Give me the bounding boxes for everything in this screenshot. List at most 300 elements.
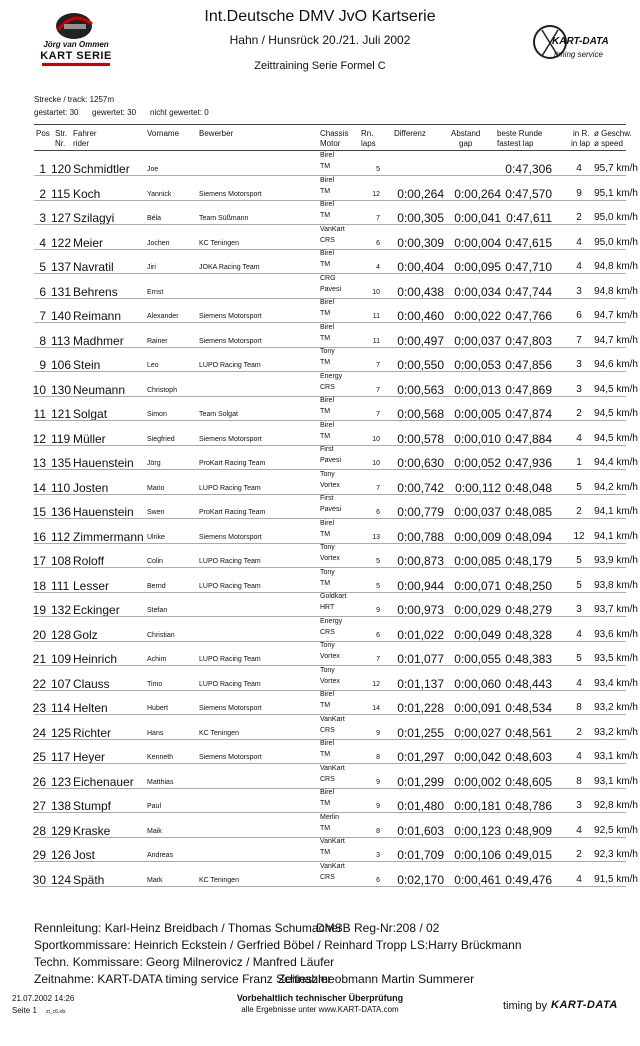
- row-speed: 94,5 km/h: [594, 383, 638, 395]
- row-motor: TM: [320, 800, 331, 807]
- row-entrant: LUPO Racing Team: [199, 558, 261, 565]
- row-laps: 4: [376, 264, 380, 271]
- row-diff: 0:00,563: [397, 382, 444, 397]
- row-motor: Pavesi: [320, 506, 342, 513]
- row-best-lap: 0:48,383: [505, 652, 552, 666]
- row-laps: 6: [376, 631, 380, 639]
- row-speed: 94,7 km/h: [594, 310, 638, 321]
- track-length: Strecke / track: 1257m: [34, 95, 115, 104]
- row-motor: TM: [320, 702, 331, 709]
- race-control: Rennleitung: Karl-Heinz Breidbach / Thomas Schumacher: [34, 921, 342, 935]
- row-speed: 92,3 km/h: [594, 849, 638, 860]
- table-row: [0, 740, 640, 764]
- row-firstname: Christoph: [147, 386, 177, 394]
- row-diff: 0:00,550: [397, 358, 444, 372]
- table-row: [0, 544, 640, 568]
- row-best-lap: 0:47,710: [505, 260, 552, 274]
- col-chassis: Chassis: [320, 129, 349, 138]
- row-driver: Eichenauer: [73, 774, 134, 789]
- stewards: Sportkommissare: Heinrich Eckstein / Gerfried Böbel / Reinhard Tropp LS:Harry Brückmann: [34, 938, 522, 952]
- table-row: [0, 275, 640, 299]
- row-in-lap: 4: [576, 628, 582, 640]
- row-pos: 14: [32, 480, 46, 495]
- row-best-lap: 0:49,476: [505, 872, 552, 887]
- row-chassis: Birel: [320, 519, 335, 527]
- row-diff: 0:00,779: [397, 505, 444, 519]
- row-number: 130: [51, 382, 72, 397]
- row-entrant: Team Süßmann: [199, 215, 249, 222]
- col-gap: Abstand: [451, 129, 481, 138]
- row-chassis: CRG: [320, 274, 336, 282]
- row-entrant: ProKart Racing Team: [199, 509, 266, 516]
- row-driver: Zimmermann: [73, 529, 144, 544]
- row-pos: 16: [32, 529, 46, 544]
- row-driver: Koch: [73, 186, 101, 201]
- row-speed: 93,2 km/h: [594, 726, 638, 738]
- row-pos: 12: [32, 431, 46, 446]
- row-pos: 4: [39, 235, 46, 250]
- row-driver: Stein: [73, 358, 101, 372]
- row-entrant: LUPO Racing Team: [199, 582, 261, 590]
- row-entrant: JOKA Racing Team: [199, 264, 260, 271]
- row-entrant: LUPO Racing Team: [199, 656, 261, 663]
- row-chassis: Energy: [320, 617, 343, 625]
- row-firstname: Jiri: [147, 264, 156, 271]
- row-number: 124: [51, 872, 72, 887]
- row-diff: 0:00,568: [397, 407, 444, 421]
- row-best-lap: 0:47,615: [505, 235, 552, 250]
- table-row: [0, 250, 640, 274]
- row-pos: 21: [32, 652, 46, 666]
- row-number: 126: [51, 848, 72, 862]
- row-driver: Lesser: [73, 578, 110, 593]
- row-pos: 2: [39, 186, 46, 201]
- row-number: 117: [51, 750, 71, 764]
- row-number: 108: [51, 554, 72, 568]
- timing-provider: Zeitnahme: KART-DATA timing service Franz Schieszler: [34, 972, 332, 986]
- row-best-lap: 0:47,874: [505, 407, 552, 421]
- row-firstname: Kenneth: [147, 754, 174, 761]
- row-best-lap: 0:48,250: [505, 578, 552, 593]
- row-speed: 94,2 km/h: [594, 481, 638, 493]
- row-driver: Golz: [73, 627, 98, 642]
- row-laps: 6: [376, 509, 380, 516]
- table-row: [0, 397, 640, 421]
- row-speed: 94,7 km/h: [594, 334, 638, 346]
- timing-brand: KART-DATA: [551, 999, 618, 1011]
- row-in-lap: 4: [576, 261, 582, 272]
- row-motor: TM: [320, 849, 331, 856]
- row-diff: 0:00,305: [397, 211, 444, 225]
- row-speed: 94,5 km/h: [594, 408, 638, 419]
- row-gap: 0:00,095: [454, 260, 501, 274]
- table-row: [0, 373, 640, 397]
- row-in-lap: 4: [576, 751, 582, 762]
- row-motor: Vortex: [320, 653, 340, 660]
- row-best-lap: 0:47,869: [505, 382, 552, 397]
- row-entrant: ProKart Racing Team: [199, 460, 266, 467]
- row-firstname: Matthias: [147, 778, 174, 786]
- row-in-lap: 6: [576, 310, 582, 321]
- row-gap: 0:00,010: [454, 431, 501, 446]
- row-firstname: Hans: [147, 729, 164, 737]
- disclaimer: Vorbehaltlich technischer Überprüfung: [236, 993, 404, 1003]
- row-firstname: Achim: [147, 656, 167, 663]
- table-row: [0, 299, 640, 323]
- row-gap: 0:00,022: [454, 309, 501, 323]
- row-diff: 0:00,497: [397, 333, 444, 348]
- row-in-lap: 4: [576, 163, 582, 174]
- row-driver: Schmidtler: [73, 162, 130, 176]
- row-number: 111: [51, 578, 70, 593]
- row-best-lap: 0:48,603: [505, 750, 552, 764]
- row-pos: 1: [39, 162, 46, 176]
- row-diff: 0:01,709: [397, 848, 444, 862]
- timing-service-logo-text: timing service: [554, 50, 603, 59]
- row-best-lap: 0:48,561: [505, 725, 552, 740]
- row-pos: 6: [39, 284, 46, 299]
- row-motor: TM: [320, 334, 331, 342]
- row-motor: CRS: [320, 726, 335, 734]
- row-laps: 3: [376, 852, 380, 859]
- row-motor: TM: [320, 751, 331, 758]
- row-speed: 93,6 km/h: [594, 628, 638, 640]
- row-driver: Solgat: [73, 407, 108, 421]
- row-best-lap: 0:47,611: [506, 211, 552, 225]
- row-in-lap: 4: [576, 432, 582, 444]
- col-laps: Rn.: [361, 129, 374, 138]
- row-chassis: Birel: [320, 397, 335, 404]
- row-gap: 0:00,049: [454, 627, 501, 642]
- row-chassis: Tony: [320, 544, 335, 551]
- row-firstname: Jochen: [147, 239, 170, 247]
- row-gap: 0:00,091: [454, 701, 501, 715]
- row-best-lap: 0:48,048: [505, 480, 552, 495]
- row-entrant: Team Solgat: [199, 411, 238, 418]
- row-laps: 12: [372, 190, 380, 198]
- row-pos: 25: [32, 750, 46, 764]
- row-best-lap: 0:47,884: [505, 431, 552, 446]
- row-number: 113: [51, 333, 71, 348]
- col-diff: Differenz: [394, 129, 426, 138]
- row-in-lap: 4: [576, 824, 582, 836]
- row-speed: 93,8 km/h: [594, 579, 638, 591]
- row-gap: 0:00,123: [454, 823, 501, 838]
- row-motor: CRS: [320, 383, 335, 391]
- row-laps: 12: [372, 680, 380, 688]
- row-diff: 0:00,944: [397, 578, 444, 593]
- table-row: [0, 471, 640, 495]
- timing-by-label: timing by: [503, 1000, 548, 1012]
- row-speed: 95,1 km/h: [594, 187, 638, 199]
- row-diff: 0:01,299: [397, 774, 444, 789]
- row-pos: 15: [32, 505, 46, 519]
- row-gap: 0:00,037: [454, 505, 501, 519]
- table-row: [0, 593, 640, 617]
- row-pos: 19: [32, 603, 46, 617]
- row-pos: 23: [32, 701, 46, 715]
- row-driver: Behrens: [73, 284, 118, 299]
- row-pos: 7: [39, 309, 46, 323]
- row-driver: Kraske: [73, 823, 111, 838]
- table-row: [0, 520, 640, 544]
- row-driver: Meier: [73, 235, 104, 250]
- row-firstname: Simon: [147, 411, 167, 418]
- table-header: [0, 128, 640, 150]
- col-speed: ø Geschw.: [594, 129, 632, 138]
- row-in-lap: 12: [573, 530, 585, 542]
- row-gap: 0:00,052: [454, 456, 501, 470]
- row-firstname: Leo: [147, 362, 159, 369]
- row-firstname: Maik: [147, 827, 162, 835]
- row-speed: 94,4 km/h: [594, 457, 638, 468]
- table-row: [0, 324, 640, 348]
- row-laps: 7: [376, 656, 380, 663]
- row-motor: TM: [320, 187, 331, 195]
- row-motor: Vortex: [320, 481, 340, 489]
- row-speed: 94,8 km/h: [594, 261, 638, 272]
- row-in-lap: 3: [576, 285, 582, 297]
- row-chassis: Tony: [320, 642, 335, 649]
- row-entrant: KC Teningen: [199, 876, 239, 884]
- col-best: beste Runde: [497, 129, 543, 138]
- row-gap: 0:00,013: [454, 382, 501, 397]
- row-speed: 93,5 km/h: [594, 653, 638, 664]
- row-diff: 0:00,873: [397, 554, 444, 568]
- row-chassis: Tony: [320, 666, 335, 674]
- row-gap: 0:00,071: [454, 578, 501, 593]
- row-gap: 0:00,055: [454, 652, 501, 666]
- row-laps: 8: [376, 754, 380, 761]
- row-laps: 13: [372, 533, 380, 541]
- row-motor: TM: [320, 163, 331, 170]
- row-best-lap: 0:48,085: [505, 505, 552, 519]
- row-in-lap: 3: [576, 604, 582, 615]
- row-laps: 7: [376, 215, 380, 222]
- row-pos: 29: [32, 848, 46, 862]
- row-entrant: LUPO Racing Team: [199, 484, 261, 492]
- row-in-lap: 5: [576, 481, 582, 493]
- kart-data-logo: [532, 22, 622, 72]
- row-number: 140: [51, 309, 72, 323]
- row-laps: 6: [376, 876, 380, 884]
- row-number: 138: [51, 799, 72, 813]
- row-laps: 10: [372, 288, 380, 296]
- row-entrant: Siemens Motorsport: [199, 705, 262, 712]
- row-motor: CRS: [320, 775, 335, 783]
- row-speed: 93,1 km/h: [594, 751, 638, 762]
- row-chassis: VanKart: [320, 838, 345, 845]
- row-entrant: Siemens Motorsport: [199, 337, 262, 345]
- row-firstname: Rainer: [147, 337, 168, 345]
- row-entrant: Siemens Motorsport: [199, 754, 262, 761]
- row-diff: 0:00,578: [397, 431, 444, 446]
- row-laps: 7: [376, 386, 380, 394]
- row-in-lap: 5: [576, 555, 582, 566]
- row-laps: 7: [376, 484, 380, 492]
- row-entrant: Siemens Motorsport: [199, 313, 262, 320]
- row-driver: Eckinger: [73, 603, 120, 617]
- row-laps: 5: [376, 558, 380, 565]
- row-laps: 11: [372, 337, 380, 345]
- row-speed: 95,0 km/h: [594, 212, 638, 223]
- row-gap: 0:00,053: [454, 358, 501, 372]
- table-row: [0, 618, 640, 642]
- row-driver: Madhmer: [73, 333, 124, 348]
- row-number: 136: [51, 505, 72, 519]
- table-header-rule: [34, 150, 626, 151]
- row-chassis: Birel: [320, 201, 335, 208]
- row-driver: Hauenstein: [73, 505, 134, 519]
- row-firstname: Andreas: [147, 852, 174, 859]
- row-driver: Jost: [73, 848, 96, 862]
- row-speed: 93,9 km/h: [594, 555, 638, 566]
- row-pos: 13: [32, 456, 46, 470]
- row-motor: Pavesi: [320, 457, 342, 464]
- row-chassis: Birel: [320, 152, 335, 159]
- row-gap: 0:00,009: [454, 529, 501, 544]
- row-best-lap: 0:48,534: [505, 701, 552, 715]
- row-motor: TM: [320, 408, 331, 415]
- row-speed: 93,1 km/h: [594, 775, 638, 787]
- row-motor: TM: [320, 261, 331, 268]
- row-pos: 5: [39, 260, 46, 274]
- table-row: [0, 152, 640, 176]
- row-laps: 11: [372, 313, 380, 320]
- row-number: 123: [51, 774, 72, 789]
- row-motor: CRS: [320, 628, 335, 636]
- row-best-lap: 0:47,803: [505, 333, 552, 348]
- kart-data-logo-text: KART-DATA: [552, 36, 609, 47]
- row-number: 137: [51, 260, 72, 274]
- row-laps: 5: [376, 166, 380, 173]
- row-firstname: Colin: [147, 558, 163, 565]
- dmsb-reg: DMSB Reg-Nr:208 / 02: [316, 921, 440, 935]
- row-chassis: First: [320, 446, 334, 453]
- row-pos: 22: [32, 676, 46, 691]
- table-row: [0, 716, 640, 740]
- row-laps: 6: [376, 239, 380, 247]
- row-gap: 0:00,041: [454, 211, 501, 225]
- row-gap: 0:00,181: [454, 799, 501, 813]
- row-diff: 0:02,170: [397, 872, 444, 887]
- row-number: 106: [51, 358, 72, 372]
- row-best-lap: 0:47,936: [505, 456, 552, 470]
- row-speed: 93,7 km/h: [594, 604, 638, 615]
- row-motor: Vortex: [320, 677, 340, 685]
- row-driver: Roloff: [73, 554, 105, 568]
- row-chassis: Birel: [320, 421, 335, 429]
- row-speed: 92,8 km/h: [594, 800, 638, 811]
- row-laps: 10: [372, 460, 380, 467]
- col-driver-en: rider: [73, 139, 90, 148]
- row-pos: 8: [39, 333, 46, 348]
- row-laps: 9: [376, 607, 380, 614]
- row-in-lap: 2: [576, 506, 582, 517]
- row-number: 107: [51, 676, 72, 691]
- row-number: 125: [51, 725, 72, 740]
- row-number: 131: [51, 284, 72, 299]
- row-entrant: Siemens Motorsport: [199, 533, 262, 541]
- row-in-lap: 3: [576, 800, 582, 811]
- page-number: Seite 1: [12, 1006, 37, 1015]
- row-laps: 10: [372, 435, 380, 443]
- row-chassis: VanKart: [320, 764, 345, 772]
- row-firstname: Timo: [147, 680, 163, 688]
- chief-timer: Zeitnahmeobmann Martin Summerer: [278, 972, 475, 986]
- table-row: [0, 765, 640, 789]
- row-driver: Josten: [73, 480, 109, 495]
- row-number: 114: [51, 701, 71, 715]
- row-best-lap: 0:47,570: [505, 186, 552, 201]
- row-chassis: Birel: [320, 323, 335, 331]
- table-row: [0, 642, 640, 666]
- row-motor: TM: [320, 530, 331, 538]
- row-diff: 0:00,404: [397, 260, 444, 274]
- row-speed: 93,4 km/h: [594, 677, 638, 689]
- table-row: [0, 838, 640, 862]
- row-in-lap: 7: [576, 334, 582, 346]
- row-chassis: VanKart: [320, 715, 345, 723]
- row-motor: HRT: [320, 604, 335, 611]
- row-diff: 0:01,603: [397, 823, 444, 838]
- row-chassis: Goldkart: [320, 593, 347, 600]
- results-url: alle Ergebnisse unter www.KART-DATA.com: [241, 1005, 399, 1014]
- table-row: [0, 422, 640, 446]
- row-best-lap: 0:48,786: [505, 799, 552, 813]
- row-firstname: Swen: [147, 509, 165, 516]
- row-firstname: Siegfried: [147, 435, 175, 443]
- col-inlap: in R.: [573, 129, 590, 138]
- table-row: [0, 348, 640, 372]
- row-best-lap: 0:47,744: [505, 284, 552, 299]
- row-diff: 0:00,973: [397, 603, 444, 617]
- row-driver: Navratil: [73, 260, 114, 274]
- row-gap: 0:00,264: [454, 186, 501, 201]
- row-diff: 0:01,480: [397, 799, 444, 813]
- row-driver: Richter: [73, 725, 112, 740]
- table-row: [0, 691, 640, 715]
- row-pos: 9: [39, 358, 46, 372]
- row-laps: 8: [376, 827, 380, 835]
- started-count: gestartet: 30: [34, 108, 79, 117]
- row-diff: 0:00,630: [397, 456, 444, 470]
- row-diff: 0:01,228: [397, 701, 444, 715]
- row-gap: 0:00,002: [454, 774, 501, 789]
- row-driver: Clauss: [73, 676, 110, 691]
- row-driver: Stumpf: [73, 799, 112, 813]
- logo-kart-serie-text: KART SERIE: [40, 50, 112, 62]
- col-gap-en: gap: [459, 139, 473, 148]
- row-firstname: Béla: [147, 215, 162, 222]
- row-speed: 93,2 km/h: [594, 702, 638, 713]
- print-date: 21.07.2002 14:26: [12, 994, 75, 1003]
- col-best-en: fastest lap: [497, 139, 534, 148]
- row-motor: Pavesi: [320, 285, 342, 293]
- table-row: [0, 814, 640, 838]
- row-motor: TM: [320, 212, 331, 219]
- row-driver: Späth: [73, 872, 105, 887]
- row-in-lap: 9: [576, 187, 582, 199]
- table-row: [0, 226, 640, 250]
- row-laps: 9: [376, 778, 380, 786]
- row-gap: 0:00,106: [454, 848, 501, 862]
- row-chassis: Tony: [320, 568, 335, 576]
- row-number: 128: [51, 627, 72, 642]
- row-gap: 0:00,037: [454, 333, 501, 348]
- row-firstname: Bernd: [147, 582, 166, 590]
- row-number: 132: [51, 603, 72, 617]
